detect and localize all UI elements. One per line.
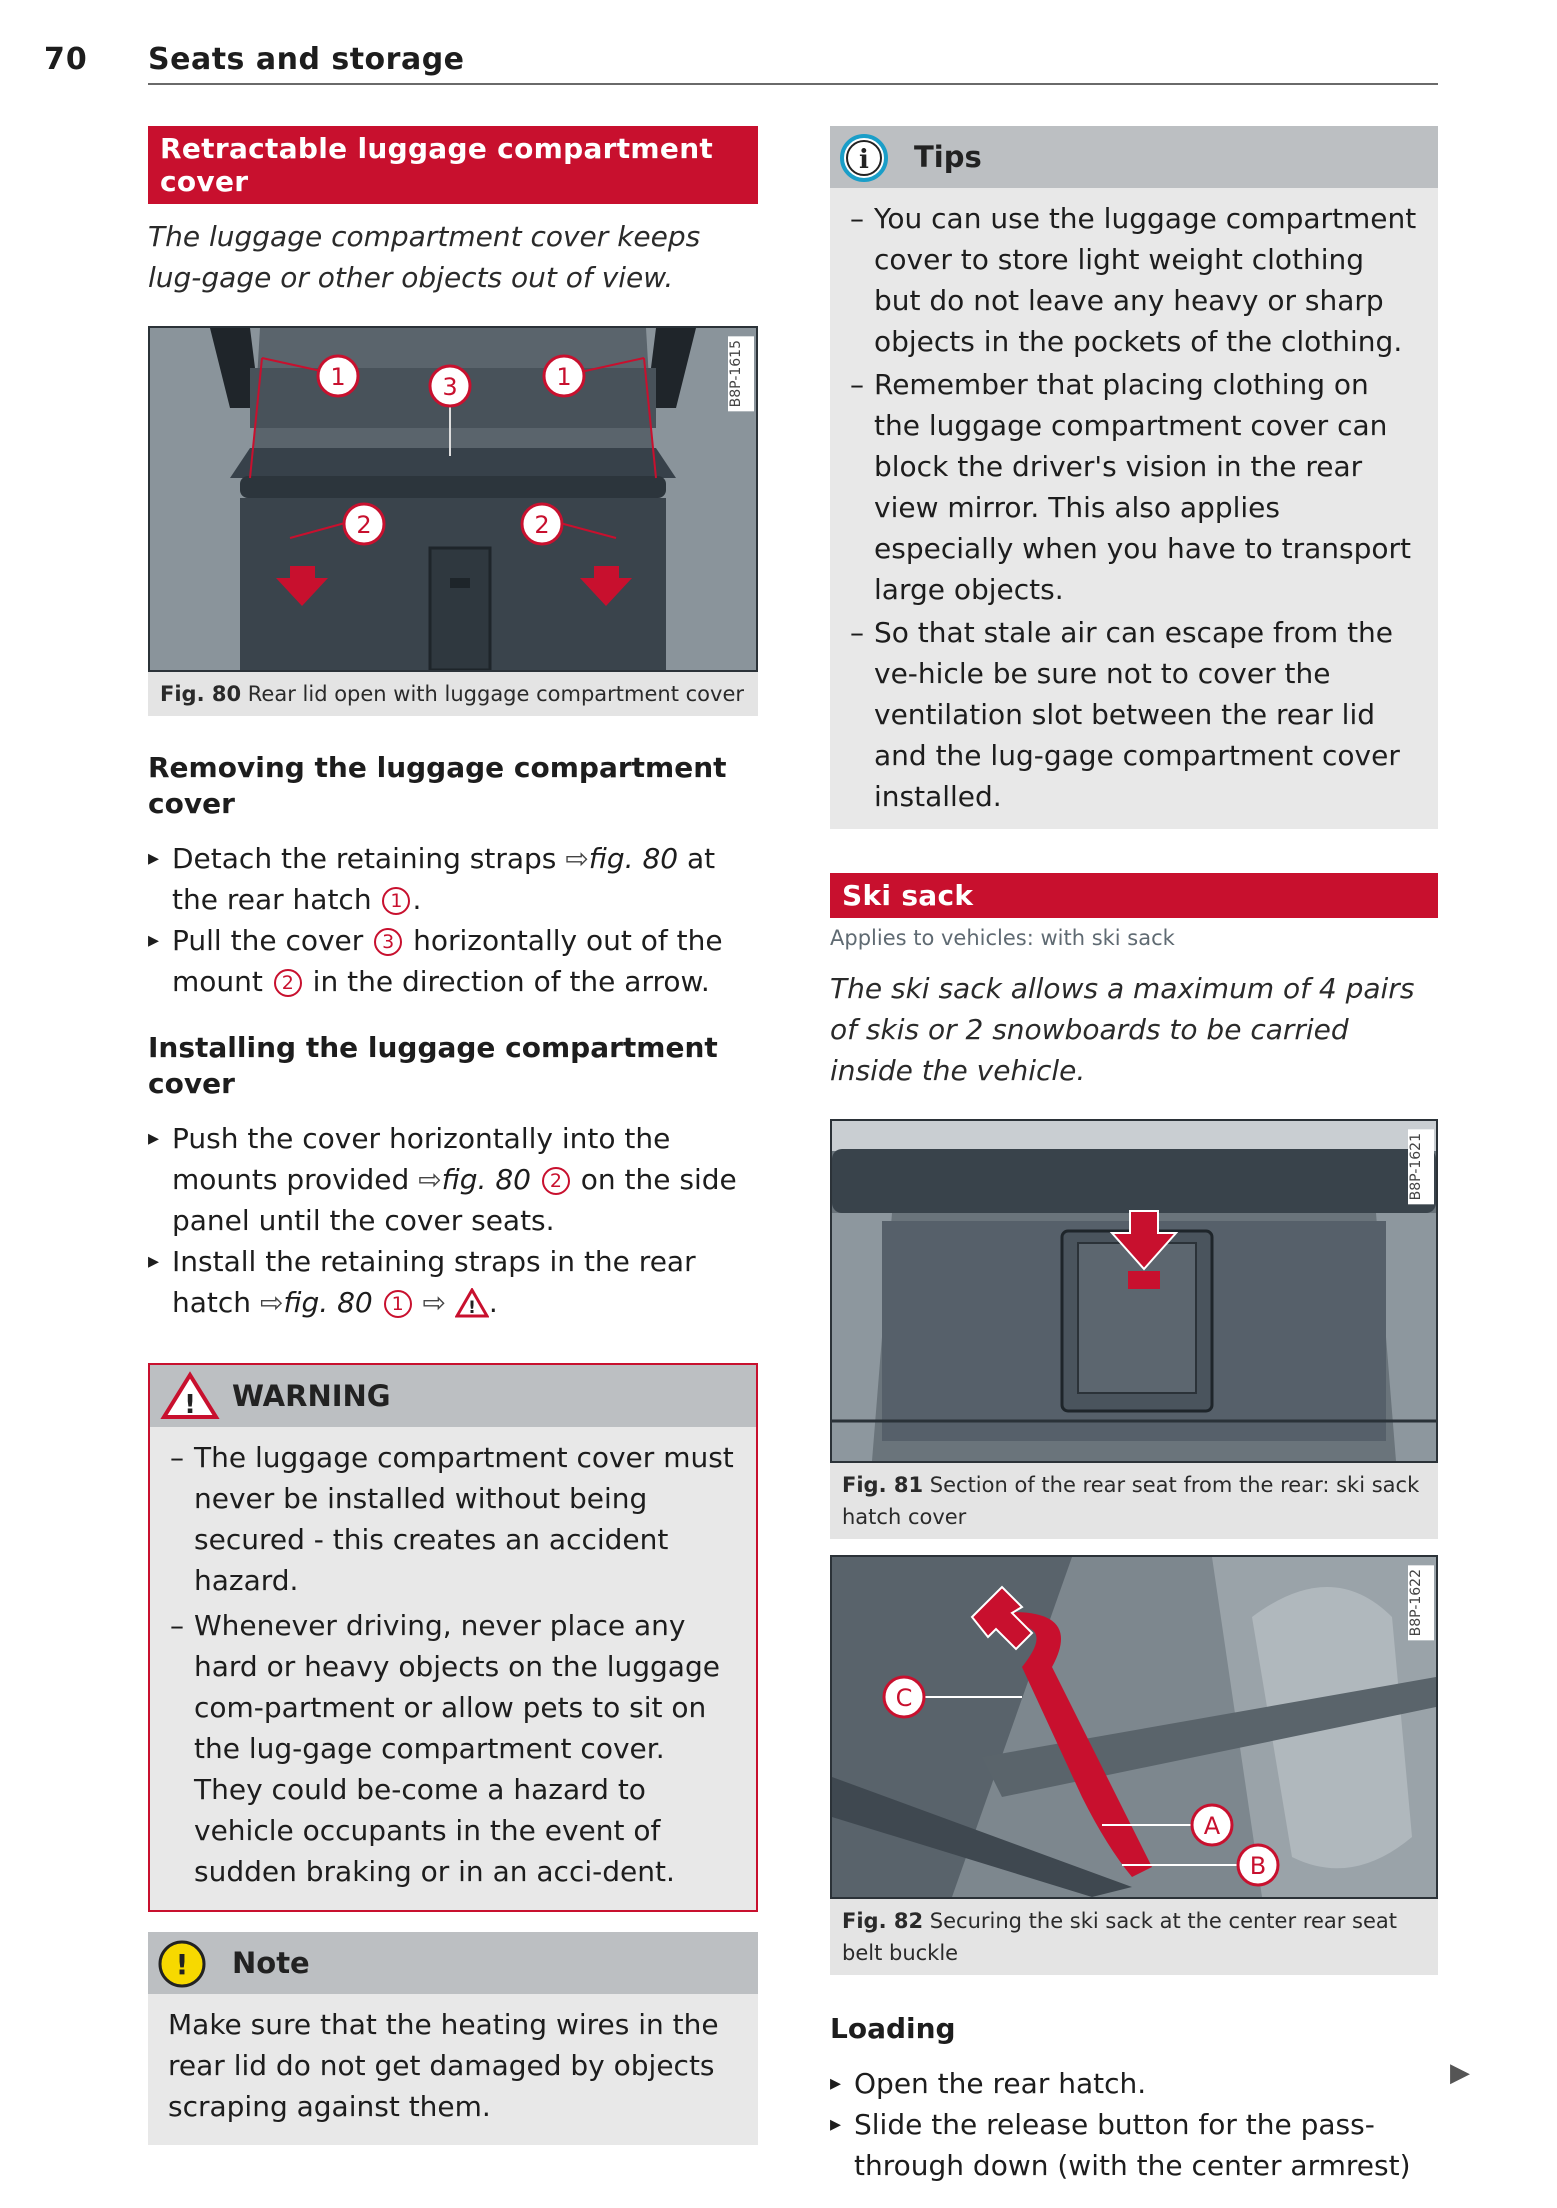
svg-text:!: ! <box>184 1390 196 1420</box>
right-column <box>830 126 1438 2186</box>
warning-triangle-icon[interactable] <box>455 1288 489 1329</box>
figure-80-caption <box>148 672 758 716</box>
tips-body <box>830 188 1438 829</box>
note-header <box>148 1932 758 1994</box>
warning-item-2: – Whenever driving, never place any hard or heavy objects on the luggage com-partment or allow pets to sit on the lug-gage compartment cover. They could be-come a hazard to vehicle occupants in the event of sudden braking or in an acci-dent. <box>170 1605 736 1892</box>
ski-sack-hatch-illustration <box>832 1121 1436 1461</box>
figure-80-label: Fig. 80 <box>160 682 242 706</box>
svg-text:1: 1 <box>330 363 346 391</box>
callout-ref-2: 2 <box>542 1167 570 1195</box>
svg-text:i: i <box>859 145 869 175</box>
left-column <box>148 126 758 2145</box>
fig-80-link[interactable]: fig. 80 <box>283 1286 373 1319</box>
callout-1-left <box>318 356 358 396</box>
figure-82-caption <box>830 1899 1438 1975</box>
figure-81-caption-text: Section of the rear seat from the rear: ski sack hatch cover <box>842 1473 1420 1529</box>
fig-80-link[interactable]: fig. 80 <box>441 1163 531 1196</box>
warning-title: WARNING <box>232 1379 391 1413</box>
tips-item-2: – Remember that placing clothing on the luggage compartment cover can block the driver's vision in the rear view mirror. This also applies especially when you have to transport large objects. <box>850 364 1418 610</box>
note-text: Make sure that the heating wires in the rear lid do not get damaged by objects scraping against them. <box>148 1994 758 2145</box>
figure-82-code: B8P-1622 <box>1408 1565 1434 1640</box>
svg-text:B: B <box>1249 1852 1267 1880</box>
ski-sack-intro: The ski sack allows a maximum of 4 pairs of skis or 2 snowboards to be carried inside the vehicle. <box>830 972 1415 1087</box>
loading-step-2: ▸ Slide the release button for the pass-through down (with the center armrest) <box>830 2104 1438 2186</box>
callout-1-right <box>544 356 584 396</box>
note-box <box>148 1932 758 2145</box>
figure-80-code: B8P-1615 <box>728 336 754 411</box>
figure-80-caption-text: Rear lid open with luggage compartment cover <box>247 682 744 706</box>
note-title: Note <box>232 1946 310 1980</box>
figure-82-label: Fig. 82 <box>842 1909 924 1933</box>
page-number: 70 <box>44 42 88 77</box>
note-exclamation-icon <box>156 1938 208 1994</box>
tips-item-1: – You can use the luggage compartment cover to store light weight clothing but do not leave any heavy or sharp objects in the pockets of the clothing. <box>850 198 1418 362</box>
svg-text:!: ! <box>468 1298 476 1318</box>
installing-step-2: ▸ Install the retaining straps in the rear hatch ⇨fig. 80 1 ⇨ ! . <box>148 1241 758 1329</box>
figure-81-code: B8P-1621 <box>1408 1129 1434 1204</box>
rear-lid-illustration <box>150 328 756 670</box>
figure-80 <box>148 326 758 716</box>
figure-81-image <box>830 1119 1438 1463</box>
removing-step-2: ▸ Pull the cover 3 horizontally out of the mount 2 in the direction of the arrow. <box>148 920 758 1002</box>
ski-sack-applies: Applies to vehicles: with ski sack <box>830 926 1175 950</box>
header-divider <box>148 83 1438 85</box>
svg-text:A: A <box>1203 1812 1221 1840</box>
svg-text:2: 2 <box>356 511 372 539</box>
callout-ref-3: 3 <box>374 928 402 956</box>
svg-text:1: 1 <box>556 363 572 391</box>
figure-82-image <box>830 1555 1438 1899</box>
tips-header <box>830 126 1438 188</box>
tips-title: Tips <box>914 140 982 174</box>
warning-body <box>150 1427 756 1910</box>
installing-steps <box>148 1118 758 1329</box>
installing-step-1: ▸ Push the cover horizontally into the mounts provided ⇨fig. 80 2 on the side panel until the cover seats. <box>148 1118 758 1241</box>
svg-text:2: 2 <box>534 511 550 539</box>
callout-3 <box>430 366 470 406</box>
callout-ref-1: 1 <box>382 887 410 915</box>
figure-81-caption <box>830 1463 1438 1539</box>
figure-82-caption-text: Securing the ski sack at the center rear seat belt buckle <box>842 1909 1398 1965</box>
removing-step-1: ▸ Detach the retaining straps ⇨fig. 80 at the rear hatch 1 . <box>148 838 758 920</box>
callout-2-left <box>344 504 384 544</box>
ski-sack-buckle-illustration <box>832 1557 1436 1897</box>
svg-text:!: ! <box>175 1948 189 1981</box>
warning-item-1: – The luggage compartment cover must never be installed without being secured - this creates an accident hazard. <box>170 1437 736 1601</box>
tips-box <box>830 126 1438 829</box>
fig-80-link[interactable]: fig. 80 <box>588 842 679 875</box>
info-icon <box>838 132 890 188</box>
continue-arrow-icon[interactable]: ▶ <box>1450 2058 1470 2088</box>
callout-A <box>1192 1805 1232 1845</box>
svg-text:C: C <box>895 1684 913 1712</box>
heading-installing-cover: Installing the luggage compartment cover <box>148 1031 718 1100</box>
section-heading-ski-sack: Ski sack <box>830 873 1438 918</box>
figure-81-label: Fig. 81 <box>842 1473 924 1497</box>
callout-2-right <box>522 504 562 544</box>
loading-steps <box>830 2063 1438 2186</box>
section-title: Seats and storage <box>148 42 465 77</box>
luggage-cover-intro: The luggage compartment cover keeps lug-gage or other objects out of view. <box>148 220 701 294</box>
warning-box <box>148 1363 758 1912</box>
figure-82 <box>830 1555 1438 1975</box>
removing-steps <box>148 838 758 1002</box>
figure-80-image <box>148 326 758 672</box>
callout-ref-2: 2 <box>274 969 302 997</box>
tips-item-3: – So that stale air can escape from the ve-hicle be sure not to cover the ventilation slot between the rear lid and the lug-gage compartment cover installed. <box>850 612 1418 817</box>
svg-text:3: 3 <box>442 373 458 401</box>
heading-loading: Loading <box>830 2012 956 2045</box>
heading-removing-cover: Removing the luggage compartment cover <box>148 751 727 820</box>
figure-81 <box>830 1119 1438 1539</box>
callout-ref-1: 1 <box>384 1290 412 1318</box>
warning-header <box>150 1365 756 1427</box>
section-heading-luggage-cover: Retractable luggage compartment cover <box>148 126 758 204</box>
loading-step-1: ▸ Open the rear hatch. <box>830 2063 1438 2104</box>
warning-icon <box>160 1371 220 1425</box>
callout-C <box>884 1677 924 1717</box>
callout-B <box>1238 1845 1278 1885</box>
